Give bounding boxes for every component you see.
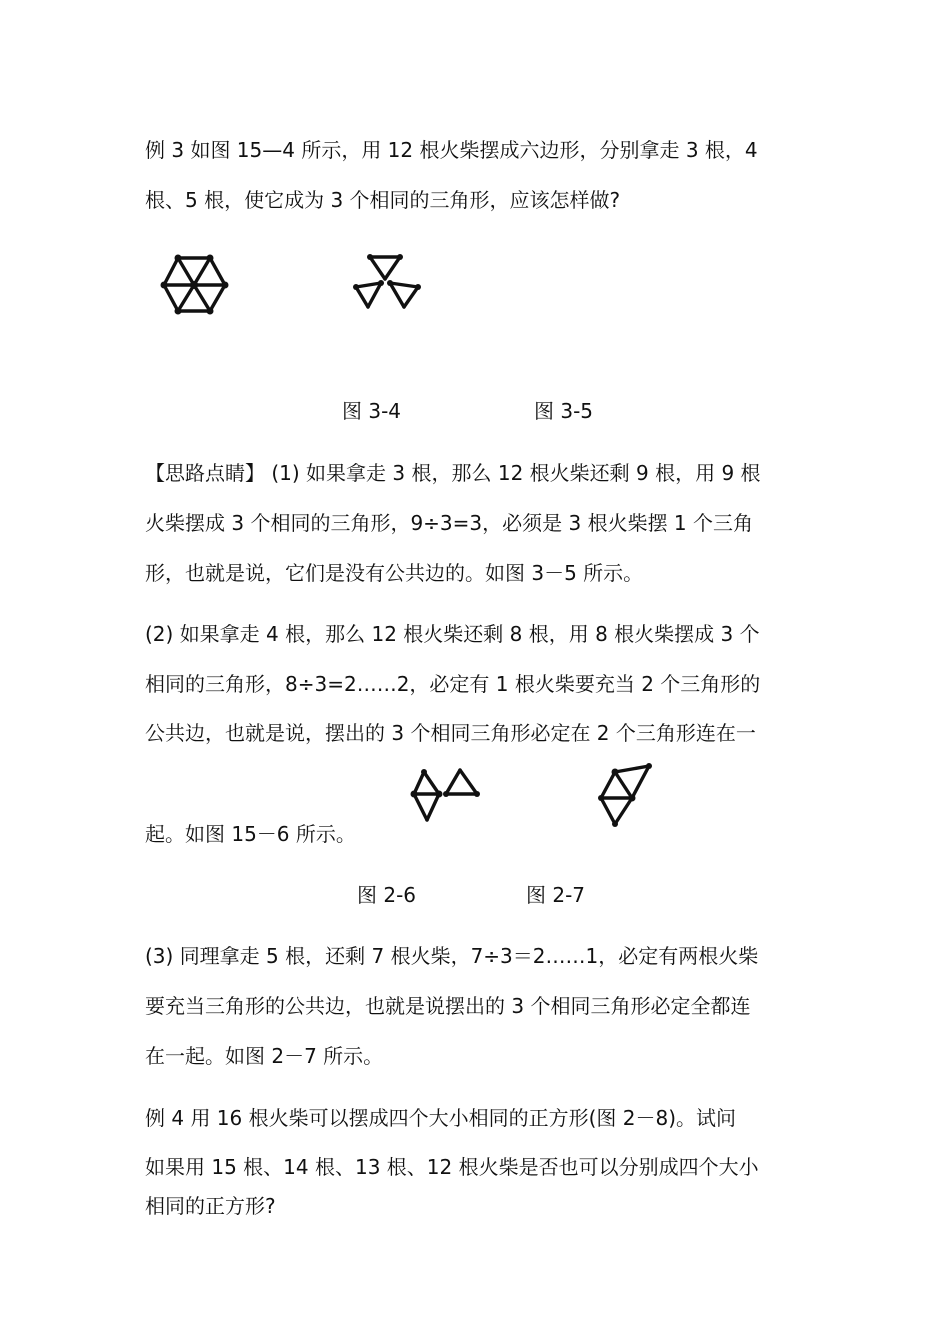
hint-p2-line3: 公共边，也就是说，摆出的 3 个相同三角形必定在 2 个三角形连在一	[145, 721, 756, 745]
hint-p3-line2: 要充当三角形的公共边，也就是说摆出的 3 个相同三角形必定全都连	[145, 994, 751, 1018]
caption-fig-3-4: 图 3-4	[342, 399, 402, 423]
hint-p3-line1: (3) 同理拿走 5 根，还剩 7 根火柴，7÷3＝2……1，必定有两根火柴	[145, 944, 759, 968]
example3-line2: 根、5 根，使它成为 3 个相同的三角形，应该怎样做?	[145, 188, 621, 212]
hint-p3-line3: 在一起。如图 2－7 所示。	[145, 1044, 384, 1068]
example4-line1: 例 4 用 16 根火柴可以摆成四个大小相同的正方形(图 2－8)。试问	[145, 1106, 737, 1130]
example4-line2: 如果用 15 根、14 根、13 根、12 根火柴是否也可以分别成四个大小	[145, 1155, 759, 1179]
caption-fig-3-5: 图 3-5	[534, 399, 594, 423]
caption-fig-2-7: 图 2-7	[526, 883, 586, 907]
hint-p1-line1: 【思路点睛】 (1) 如果拿走 3 根，那么 12 根火柴还剩 9 根，用 9 根	[145, 461, 761, 485]
figure-2-6-triangles	[402, 762, 487, 827]
hint-p2-line1: (2) 如果拿走 4 根，那么 12 根火柴还剩 8 根，用 8 根火柴摆成 3 个	[145, 622, 760, 646]
hint-p2-line2: 相同的三角形，8÷3=2……2，必定有 1 根火柴要充当 2 个三角形的	[145, 672, 761, 696]
example3-line1: 例 3 如图 15—4 所示，用 12 根火柴摆成六边形，分别拿走 3 根，4	[145, 138, 758, 162]
caption-fig-2-6: 图 2-6	[357, 883, 417, 907]
example4-line3: 相同的正方形?	[145, 1194, 276, 1218]
hint-p1-line3: 形，也就是说，它们是没有公共边的。如图 3－5 所示。	[145, 561, 644, 585]
figure-3-5-triangles	[348, 245, 438, 320]
hint-p2-line4: 起。如图 15－6 所示。	[145, 822, 356, 846]
hint-p1-line2: 火柴摆成 3 个相同的三角形，9÷3=3，必须是 3 根火柴摆 1 个三角	[145, 511, 754, 535]
figure-3-4-hexagon	[150, 245, 240, 320]
figure-2-7-triangles	[595, 758, 665, 830]
